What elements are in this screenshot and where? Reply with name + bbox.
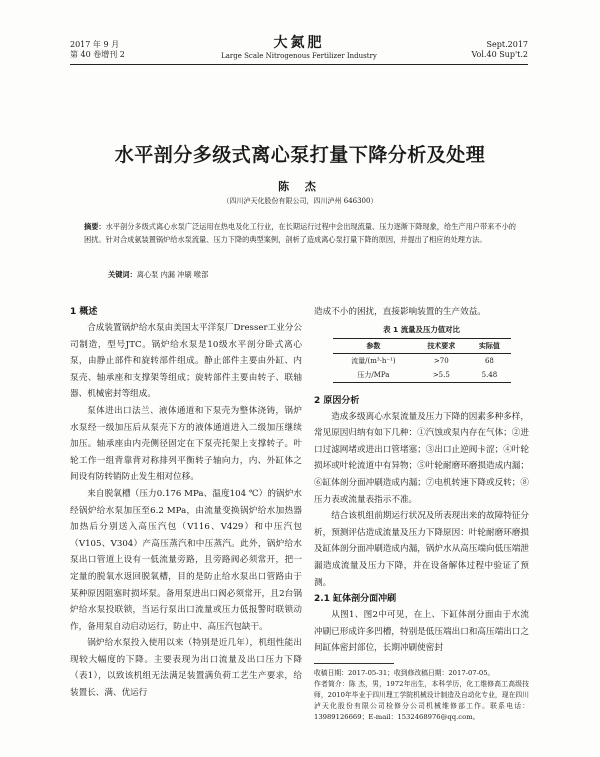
table-cell: >70 [433, 356, 449, 365]
table-row [333, 368, 511, 383]
header-volume: 第 40 卷增刊 2 [70, 50, 125, 59]
table-cell: 压力/MPa [357, 370, 390, 379]
header-right [472, 40, 528, 60]
abstract [84, 220, 516, 246]
comparison-table [333, 338, 511, 383]
table-cell: 68 [484, 356, 494, 365]
header-volume-en: Vol.40 Sup't.2 [471, 50, 528, 59]
table-caption: 表 1 流量及压力值对比 [383, 324, 460, 334]
right-column [314, 304, 529, 723]
journal-name-en: Large Scale Nitrogenous Fertilizer Industry [221, 52, 377, 60]
subsection-heading: 2.1 缸体剖分面冲刷 [314, 594, 397, 605]
table-header-cell: 技术要求 [427, 340, 456, 350]
journal-logo: 大氮肥 [273, 35, 325, 51]
abstract-label: 摘要： [84, 222, 106, 231]
author-name: 陈 杰 [278, 180, 322, 193]
footnote-author-bio: 作者简介：陈 杰，男，1972年出生，本科学历，化工维修高工高级技师，2010年毕业于四川理工学院机械设计制造及自动化专业，现在四川泸天化股份有限公司检修分公司机械维修部工作。联系电话：13989126669；E-mail：1532468976@qq.com。 [314, 679, 529, 721]
running-header [70, 35, 528, 64]
paragraph: 锅炉给水泵投入使用以来（特别是近几年），机组性能出现较大幅度的下降。主要表现为出口流量及出口压力下降（表1），以致该机组无法满足装置满负荷工艺生产要求，给装置长、满、优运行 [70, 638, 302, 699]
left-column [70, 304, 302, 702]
table-cell: 流量/(m³·h⁻¹) [351, 356, 396, 365]
table-header-row [333, 338, 511, 353]
header-date: 2017 年 9 月 [70, 40, 120, 49]
header-rule [70, 64, 528, 65]
paragraph: 来自脱氧槽（压力0.176 MPa、温度104 ℃）的锅炉水经锅炉给水泵加压至6.2 MPa，由流量变换锅炉给水加热器加热后分别送入高压汽包（V116、V429）和中压汽包（V105、V304）产高压蒸汽和中压蒸汽。此外，锅炉给水泵出口管道上设有一低流量旁路，且旁路阀必须常开，把一定量的脱氧水返回脱氧槽，目的是防止给水泵出口管路由于某种原因阻塞时损坏泵。备用泵进出口阀必须常开，且2台锅炉给水泵投联锁，当运行泵出口流量或压力低报警时联锁动作，备用泵自动启动运行，防止中、高压汽包缺干。 [70, 488, 302, 632]
table-header-cell: 参数 [366, 340, 381, 350]
section-heading-cause-analysis: 2 原因分析 [314, 395, 360, 406]
keywords-label: 关键词： [108, 270, 137, 279]
paragraph: 造成多级离心水泵流量及压力下降的因素多种多样，常见原因归纳有如下几种：①汽蚀或泵内存在气体；②进口过滤网堵或进出口管堵塞；③出口止逆阀卡涩；④叶轮损坏或叶轮流道中有异物；⑤叶轮耐磨环磨损造成内漏；⑥缸体剖分面冲刷造成内漏；⑦电机转速下降或反转；⑧压力表或流量表指示不准。 [314, 411, 529, 505]
table-header-cell: 实际值 [478, 340, 500, 350]
keywords-text: 离心泵 内漏 冲刷 喉部 [136, 270, 209, 279]
footnote-rule [314, 663, 394, 664]
paragraph: 从图1、图2中可见，在上、下缸体剖分面由于水流冲刷已形成许多凹槽，特别是低压端出口和高压端出口之间缸体密封部位，长期冲刷使密封 [314, 610, 529, 654]
author-affiliation: （四川泸天化股份有限公司，四川泸州 646300） [222, 197, 378, 205]
paragraph: 合成装置锅炉给水泵由美国太平洋泵厂Dresser工业分公司制造，型号JTC。锅炉给水泵是10级水平剖分卧式离心泵，由静止部件和旋转部件组成。静止部件主要由外缸、内泵壳、轴承座和支撑架等组成；旋转部件主要由转子、联轴器、机械密封等组成。 [70, 323, 302, 400]
table-cell: >5.5 [432, 370, 450, 379]
paper-title: 水平剖分多级式离心泵打量下降分析及处理 [114, 144, 486, 166]
footnote-received: 收稿日期：2017-05-31；收到修改稿日期：2017-07-05。 [314, 668, 495, 677]
paragraph-continued: 造成不小的困扰，直接影响装置的生产效益。 [314, 307, 486, 317]
header-date-en: Sept.2017 [486, 40, 528, 49]
abstract-text: 水平剖分多级式离心水泵广泛运用在热电及化工行业，在长期运行过程中会出现流量、压力逐渐下降现象，给生产用户带来不小的困扰。针对合成氨装置锅炉给水泵流量、压力下降的典型案例，剖析了造成离心泵打量下降的原因，并提出了相应的处理方法。 [84, 222, 516, 244]
section-heading-overview: 1 概述 [70, 307, 98, 317]
paragraph: 结合该机组前期运行状况及所表现出来的故障特征分析，预测评估造成流量及压力下降原因：叶轮耐磨环磨损及缸体剖分面冲刷造成内漏，锅炉水从高压端向低压端泄漏造成流量及压力下降，并在设备解体过程中验证了预测。 [314, 511, 529, 588]
keywords [108, 270, 208, 280]
table-cell: 5.48 [481, 370, 498, 379]
header-center [70, 35, 528, 61]
paragraph: 泵体进出口法兰、液体通道和下泵壳为整体浇铸，锅炉水泵经一级加压后从泵壳下方的液体通道进入二级加压继续加压。轴承座由内壳侧径固定在下泵壳托架上支撑转子。叶轮工作一组背靠背对称排列平衡转子轴向力，内、外缸体之间设有防转销防止发生相对位移。 [70, 405, 302, 483]
table-row [333, 353, 511, 368]
